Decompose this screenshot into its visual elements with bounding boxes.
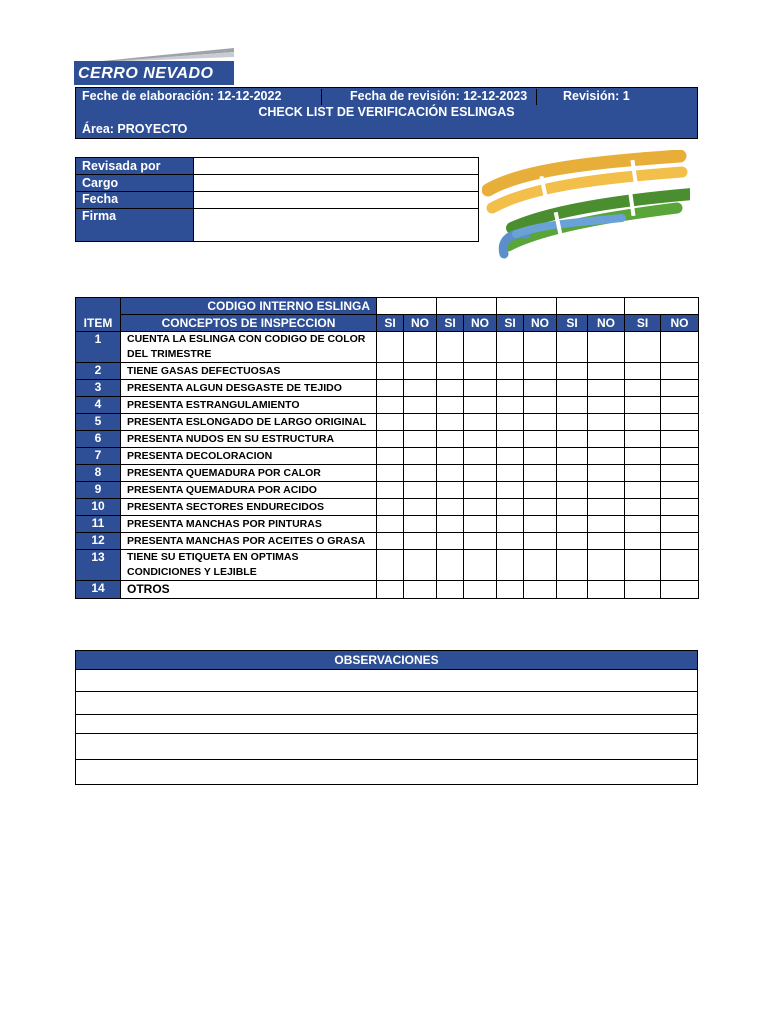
yes-check-cell[interactable]: [437, 581, 464, 599]
inspection-concept: TIENE SU ETIQUETA EN OPTIMAS CONDICIONES Y LEJIBLE: [121, 550, 377, 581]
checklist-row: [76, 499, 699, 516]
checklist-row: [76, 448, 699, 465]
yes-check-cell[interactable]: [557, 414, 588, 431]
checklist-row: [76, 482, 699, 499]
no-check-cell[interactable]: [464, 363, 497, 380]
no-check-cell[interactable]: [404, 499, 437, 516]
item-number: 6: [76, 431, 121, 448]
yes-header: SI: [557, 315, 588, 332]
item-number: 13: [76, 550, 121, 581]
item-number: 11: [76, 516, 121, 533]
no-header: NO: [588, 315, 625, 332]
area-label: Área: PROYECTO: [82, 122, 188, 136]
sling-code-cell[interactable]: [625, 298, 699, 315]
yes-check-cell[interactable]: [497, 380, 524, 397]
no-check-cell[interactable]: [588, 482, 625, 499]
yes-check-cell[interactable]: [437, 431, 464, 448]
inspection-concept: PRESENTA ESLONGADO DE LARGO ORIGINAL: [121, 414, 377, 431]
inspection-concept: PRESENTA MANCHAS POR PINTURAS: [121, 516, 377, 533]
yes-check-cell[interactable]: [625, 414, 661, 431]
no-check-cell[interactable]: [661, 431, 699, 448]
yes-check-cell[interactable]: [377, 363, 404, 380]
no-check-cell[interactable]: [464, 581, 497, 599]
yes-check-cell[interactable]: [437, 482, 464, 499]
yes-check-cell[interactable]: [557, 465, 588, 482]
yes-header: SI: [625, 315, 661, 332]
yes-check-cell[interactable]: [377, 380, 404, 397]
yes-check-cell[interactable]: [557, 448, 588, 465]
document-header: [75, 87, 698, 139]
no-check-cell[interactable]: [404, 332, 437, 363]
no-check-cell[interactable]: [464, 482, 497, 499]
review-table: [75, 157, 479, 242]
yes-check-cell[interactable]: [625, 332, 661, 363]
yes-check-cell[interactable]: [625, 499, 661, 516]
no-check-cell[interactable]: [661, 581, 699, 599]
no-check-cell[interactable]: [464, 431, 497, 448]
review-label: Firma: [76, 209, 194, 242]
no-header: NO: [464, 315, 497, 332]
revision-date: Fecha de revisión: 12-12-2023: [350, 89, 528, 103]
review-row: [76, 175, 479, 192]
yes-check-cell[interactable]: [625, 431, 661, 448]
yes-check-cell[interactable]: [625, 380, 661, 397]
no-check-cell[interactable]: [588, 431, 625, 448]
yes-check-cell[interactable]: [497, 482, 524, 499]
yes-header: SI: [377, 315, 404, 332]
revision-number: Revisión: 1: [563, 89, 630, 103]
no-check-cell[interactable]: [524, 380, 557, 397]
no-check-cell[interactable]: [404, 380, 437, 397]
yes-check-cell[interactable]: [557, 332, 588, 363]
yes-check-cell[interactable]: [377, 550, 404, 581]
yes-check-cell[interactable]: [625, 516, 661, 533]
no-check-cell[interactable]: [524, 516, 557, 533]
inspection-checklist: [75, 297, 699, 599]
no-check-cell[interactable]: [661, 448, 699, 465]
observations-table: [75, 650, 698, 785]
no-check-cell[interactable]: [404, 550, 437, 581]
no-check-cell[interactable]: [588, 516, 625, 533]
checklist-row: [76, 414, 699, 431]
checklist-body: [76, 298, 699, 599]
no-check-cell[interactable]: [524, 332, 557, 363]
yes-check-cell[interactable]: [377, 414, 404, 431]
yes-check-cell[interactable]: [377, 581, 404, 599]
review-row: [76, 209, 479, 242]
yes-check-cell[interactable]: [377, 516, 404, 533]
yes-check-cell[interactable]: [625, 363, 661, 380]
item-header: ITEM: [76, 315, 121, 332]
no-check-cell[interactable]: [661, 482, 699, 499]
yes-header: SI: [437, 315, 464, 332]
review-label: Revisada por: [76, 158, 194, 175]
item-number: 9: [76, 482, 121, 499]
no-check-cell[interactable]: [464, 448, 497, 465]
yes-check-cell[interactable]: [557, 550, 588, 581]
no-check-cell[interactable]: [464, 332, 497, 363]
checklist-row: [76, 332, 699, 363]
no-check-cell[interactable]: [588, 533, 625, 550]
no-check-cell[interactable]: [524, 482, 557, 499]
no-check-cell[interactable]: [661, 380, 699, 397]
yes-check-cell[interactable]: [497, 448, 524, 465]
no-check-cell[interactable]: [404, 414, 437, 431]
no-header: NO: [524, 315, 557, 332]
logo-text: CERRO NEVADO: [78, 65, 214, 82]
yes-check-cell[interactable]: [625, 397, 661, 414]
yes-check-cell[interactable]: [497, 414, 524, 431]
sling-code-cell[interactable]: [497, 298, 557, 315]
no-check-cell[interactable]: [404, 482, 437, 499]
no-check-cell[interactable]: [464, 550, 497, 581]
yes-check-cell[interactable]: [557, 499, 588, 516]
item-number: 4: [76, 397, 121, 414]
inspection-concept: PRESENTA QUEMADURA POR CALOR: [121, 465, 377, 482]
inspection-concept: PRESENTA ALGUN DESGASTE DE TEJIDO: [121, 380, 377, 397]
item-number: 12: [76, 533, 121, 550]
yes-check-cell[interactable]: [557, 533, 588, 550]
no-check-cell[interactable]: [661, 516, 699, 533]
no-check-cell[interactable]: [524, 363, 557, 380]
yes-check-cell[interactable]: [625, 482, 661, 499]
yes-check-cell[interactable]: [437, 448, 464, 465]
no-check-cell[interactable]: [404, 397, 437, 414]
yes-check-cell[interactable]: [377, 465, 404, 482]
review-field[interactable]: [194, 209, 479, 242]
yes-check-cell[interactable]: [557, 482, 588, 499]
no-check-cell[interactable]: [588, 332, 625, 363]
inspection-concept: PRESENTA NUDOS EN SU ESTRUCTURA: [121, 431, 377, 448]
item-number: 5: [76, 414, 121, 431]
checklist-header-row: [76, 315, 699, 332]
observation-line[interactable]: [76, 692, 698, 715]
yes-check-cell[interactable]: [497, 397, 524, 414]
yes-check-cell[interactable]: [377, 482, 404, 499]
yes-check-cell[interactable]: [557, 431, 588, 448]
yes-check-cell[interactable]: [497, 363, 524, 380]
yes-check-cell[interactable]: [557, 581, 588, 599]
inspection-concept: PRESENTA SECTORES ENDURECIDOS: [121, 499, 377, 516]
no-check-cell[interactable]: [524, 533, 557, 550]
item-header-top: [76, 298, 121, 315]
yes-check-cell[interactable]: [497, 550, 524, 581]
no-check-cell[interactable]: [524, 397, 557, 414]
yes-check-cell[interactable]: [377, 431, 404, 448]
inspection-concept: PRESENTA DECOLORACION: [121, 448, 377, 465]
yes-check-cell[interactable]: [437, 380, 464, 397]
yes-check-cell[interactable]: [437, 550, 464, 581]
yes-check-cell[interactable]: [437, 414, 464, 431]
yes-check-cell[interactable]: [377, 332, 404, 363]
yes-check-cell[interactable]: [437, 332, 464, 363]
no-check-cell[interactable]: [588, 550, 625, 581]
yes-check-cell[interactable]: [625, 550, 661, 581]
no-check-cell[interactable]: [588, 397, 625, 414]
no-check-cell[interactable]: [588, 581, 625, 599]
item-number: 7: [76, 448, 121, 465]
no-check-cell[interactable]: [661, 499, 699, 516]
no-check-cell[interactable]: [661, 414, 699, 431]
no-check-cell[interactable]: [464, 465, 497, 482]
item-number: 10: [76, 499, 121, 516]
header-divider: [536, 89, 537, 105]
sling-code-cell[interactable]: [557, 298, 625, 315]
inspection-concept: OTROS: [121, 581, 377, 599]
observation-line[interactable]: [76, 670, 698, 692]
no-check-cell[interactable]: [404, 363, 437, 380]
yes-check-cell[interactable]: [437, 516, 464, 533]
no-check-cell[interactable]: [464, 499, 497, 516]
yes-check-cell[interactable]: [437, 363, 464, 380]
yes-check-cell[interactable]: [557, 363, 588, 380]
checklist-row: [76, 397, 699, 414]
yes-check-cell[interactable]: [557, 516, 588, 533]
item-number: 3: [76, 380, 121, 397]
no-check-cell[interactable]: [524, 499, 557, 516]
yes-check-cell[interactable]: [437, 465, 464, 482]
no-check-cell[interactable]: [588, 414, 625, 431]
no-header: NO: [404, 315, 437, 332]
item-number: 8: [76, 465, 121, 482]
review-field[interactable]: [194, 158, 479, 175]
code-header: CODIGO INTERNO ESLINGA: [121, 298, 377, 315]
yes-check-cell[interactable]: [625, 465, 661, 482]
no-check-cell[interactable]: [464, 533, 497, 550]
yes-check-cell[interactable]: [377, 448, 404, 465]
no-check-cell[interactable]: [661, 533, 699, 550]
yes-check-cell[interactable]: [497, 533, 524, 550]
no-check-cell[interactable]: [661, 363, 699, 380]
no-check-cell[interactable]: [661, 332, 699, 363]
inspection-concept: PRESENTA ESTRANGULAMIENTO: [121, 397, 377, 414]
yes-check-cell[interactable]: [497, 431, 524, 448]
no-check-cell[interactable]: [404, 516, 437, 533]
no-check-cell[interactable]: [464, 380, 497, 397]
no-check-cell[interactable]: [404, 448, 437, 465]
observation-line[interactable]: [76, 760, 698, 785]
sling-code-cell[interactable]: [377, 298, 437, 315]
review-field[interactable]: [194, 192, 479, 209]
checklist-row: [76, 431, 699, 448]
yes-check-cell[interactable]: [497, 516, 524, 533]
item-number: 14: [76, 581, 121, 599]
concepts-header: CONCEPTOS DE INSPECCION: [121, 315, 377, 332]
elaboration-date: Feche de elaboración: 12-12-2022: [82, 89, 282, 103]
yes-check-cell[interactable]: [497, 499, 524, 516]
checklist-row: [76, 581, 699, 599]
checklist-row: [76, 533, 699, 550]
checklist-row: [76, 465, 699, 482]
checklist-row: [76, 550, 699, 581]
item-number: 2: [76, 363, 121, 380]
no-check-cell[interactable]: [524, 448, 557, 465]
yes-check-cell[interactable]: [377, 533, 404, 550]
no-check-cell[interactable]: [524, 550, 557, 581]
item-number: 1: [76, 332, 121, 363]
yes-check-cell[interactable]: [377, 397, 404, 414]
yes-check-cell[interactable]: [625, 448, 661, 465]
checklist-row: [76, 516, 699, 533]
yes-header: SI: [497, 315, 524, 332]
no-check-cell[interactable]: [661, 465, 699, 482]
no-check-cell[interactable]: [588, 499, 625, 516]
review-field[interactable]: [194, 175, 479, 192]
checklist-row: [76, 363, 699, 380]
no-check-cell[interactable]: [661, 397, 699, 414]
no-header: NO: [661, 315, 699, 332]
yes-check-cell[interactable]: [497, 465, 524, 482]
inspection-concept: PRESENTA MANCHAS POR ACEITES O GRASA: [121, 533, 377, 550]
yes-check-cell[interactable]: [377, 499, 404, 516]
yes-check-cell[interactable]: [437, 499, 464, 516]
yes-check-cell[interactable]: [437, 533, 464, 550]
no-check-cell[interactable]: [464, 516, 497, 533]
review-label: Cargo: [76, 175, 194, 192]
review-label: Fecha: [76, 192, 194, 209]
no-check-cell[interactable]: [404, 533, 437, 550]
no-check-cell[interactable]: [588, 363, 625, 380]
no-check-cell[interactable]: [404, 431, 437, 448]
no-check-cell[interactable]: [661, 550, 699, 581]
no-check-cell[interactable]: [404, 581, 437, 599]
no-check-cell[interactable]: [524, 581, 557, 599]
inspection-concept: PRESENTA QUEMADURA POR ACIDO: [121, 482, 377, 499]
inspection-concept: CUENTA LA ESLINGA CON CODIGO DE COLOR DEL TRIMESTRE: [121, 332, 377, 363]
inspection-concept: TIENE GASAS DEFECTUOSAS: [121, 363, 377, 380]
checklist-code-row: [76, 298, 699, 315]
no-check-cell[interactable]: [588, 448, 625, 465]
no-check-cell[interactable]: [524, 414, 557, 431]
no-check-cell[interactable]: [588, 380, 625, 397]
no-check-cell[interactable]: [588, 465, 625, 482]
no-check-cell[interactable]: [464, 397, 497, 414]
review-row: [76, 158, 479, 175]
company-logo: [74, 48, 234, 86]
yes-check-cell[interactable]: [625, 581, 661, 599]
no-check-cell[interactable]: [404, 465, 437, 482]
slings-image: [482, 150, 690, 262]
no-check-cell[interactable]: [464, 414, 497, 431]
no-check-cell[interactable]: [524, 431, 557, 448]
no-check-cell[interactable]: [524, 465, 557, 482]
yes-check-cell[interactable]: [625, 533, 661, 550]
header-divider: [321, 89, 322, 105]
yes-check-cell[interactable]: [497, 581, 524, 599]
observation-line[interactable]: [76, 715, 698, 734]
yes-check-cell[interactable]: [437, 397, 464, 414]
observation-line[interactable]: [76, 734, 698, 760]
sling-code-cell[interactable]: [437, 298, 497, 315]
yes-check-cell[interactable]: [557, 380, 588, 397]
yes-check-cell[interactable]: [557, 397, 588, 414]
review-row: [76, 192, 479, 209]
document-title: CHECK LIST DE VERIFICACIÓN ESLINGAS: [258, 105, 515, 119]
yes-check-cell[interactable]: [497, 332, 524, 363]
checklist-row: [76, 380, 699, 397]
observations-title: OBSERVACIONES: [76, 651, 698, 670]
